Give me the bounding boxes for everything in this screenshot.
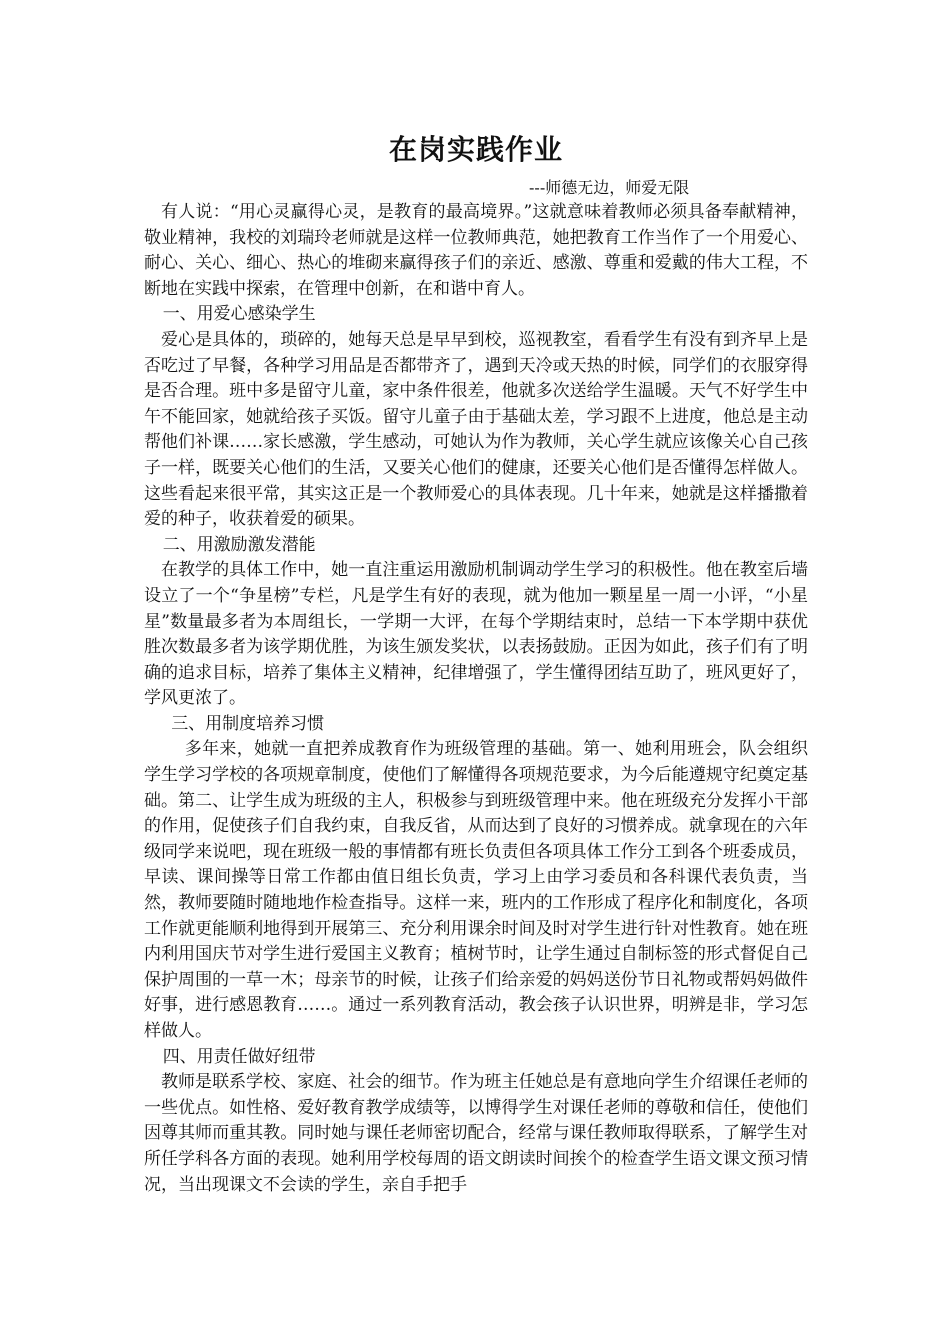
section-paragraph-1: 爱心是具体的，琐碎的，她每天总是早早到校，巡视教室，看看学生有没有到齐早上是否吃过了早餐，各种学习用品是否都带齐了，遇到天冷或天热的时候，同学们的衣服穿得是否合理。班中多是留守儿童，家中条件很差，他就多次送给学生温暖。天气不好学生中午不能回家，她就给孩子买饭。留守儿童子由于基础太差，学习跟不上进度，他总是主动帮他们补课……家长感激，学生感动，可她认为作为教师，关心学生就应该像关心自己孩子一样，既要关心他们的生活，又要关心他们的健康，还要关心他们是否懂得怎样做人。这些看起来很平常，其实这正是一个教师爱心的具体表现。几十年来，她就是这样播撒着爱的种子，收获着爱的硕果。: [144, 329, 808, 530]
section-heading-1: 一、用爱心感染学生: [162, 304, 316, 325]
section-paragraph-2: 在教学的具体工作中，她一直注重运用激励机制调动学生学习的积极性。他在教室后墙设立了一个“争星榜”专栏，凡是学生有好的表现，就为他加一颗星星一周一小评，“小星星”数量最多者为本周组长，一学期一大评，在每个学期结束时，总结一下本学期中获优胜次数最多者为该学期优胜，为该生颁发奖状，以表扬鼓励。正因为如此，孩子们有了明确的追求目标，培养了集体主义精神，纪律增强了，学生懂得团结互助了，班风更好了，学风更浓了。: [144, 560, 808, 709]
section-paragraph-3: 多年来，她就一直把养成教育作为班级管理的基础。第一、她利用班会，队会组织学生学习学校的各项规章制度，使他们了解懂得各项规范要求，为今后能遵规守纪奠定基础。第二、让学生成为班级的主人，积极参与到班级管理中来。他在班级充分发挥小干部的作用，促使孩子们自我约束，自我反省，从而达到了良好的习惯养成。就拿现在的六年级同学来说吧，现在班级一般的事情都有班长负责但各项具体工作分工到各个班委成员，早读、课间操等日常工作都由值日组长负责，学习上由学习委员和各科课代表负责，当然，教师要随时随地地作检查指导。这样一来，班内的工作形成了程序化和制度化，各项工作就更能顺利地得到开展第三、充分利用课余时间及时对学生进行针对性教育。她在班内利用国庆节对学生进行爱国主义教育；植树节时，让学生通过自制标签的形式督促自己保护周围的一草一木；母亲节的时候，让孩子们给亲爱的妈妈送份节日礼物或帮妈妈做件好事，进行感恩教育……。通过一系列教育活动，教会孩子认识世界，明辨是非，学习怎样做人。: [144, 739, 808, 1041]
document-title: 在岗实践作业: [388, 133, 563, 166]
section-heading-4: 四、用责任做好纽带: [162, 1046, 316, 1067]
document-subtitle: ---师德无边，师爱无限: [529, 178, 690, 197]
document-body: [144, 200, 808, 1198]
section-heading-2: 二、用激励激发潜能: [162, 534, 316, 555]
section-paragraph-4: 教师是联系学校、家庭、社会的细节。作为班主任她总是有意地向学生介绍课任老师的一些优点。如性格、爱好教育教学成绩等，以博得学生对课任老师的尊敬和信任，使他们因尊其师而重其教。同时她与课任老师密切配合，经常与课任教师取得联系，了解学生对所任学科各方面的表现。她利用学校每周的语文朗读时间挨个的检查学生语文课文预习情况，当出现课文不会读的学生，亲自手把手: [144, 1072, 808, 1195]
intro-paragraph: 有人说：“用心灵赢得心灵，是教育的最高境界。”这就意味着教师必须具备奉献精神，敬业精神，我校的刘瑞玲老师就是这样一位教师典范，她把教育工作当作了一个用爱心、耐心、关心、细心、热心的堆砌来赢得孩子们的亲近、感激、尊重和爱戴的伟大工程，不断地在实践中探索，在管理中创新，在和谐中育人。: [144, 202, 808, 299]
section-heading-3: 三、用制度培养习惯: [171, 713, 325, 734]
